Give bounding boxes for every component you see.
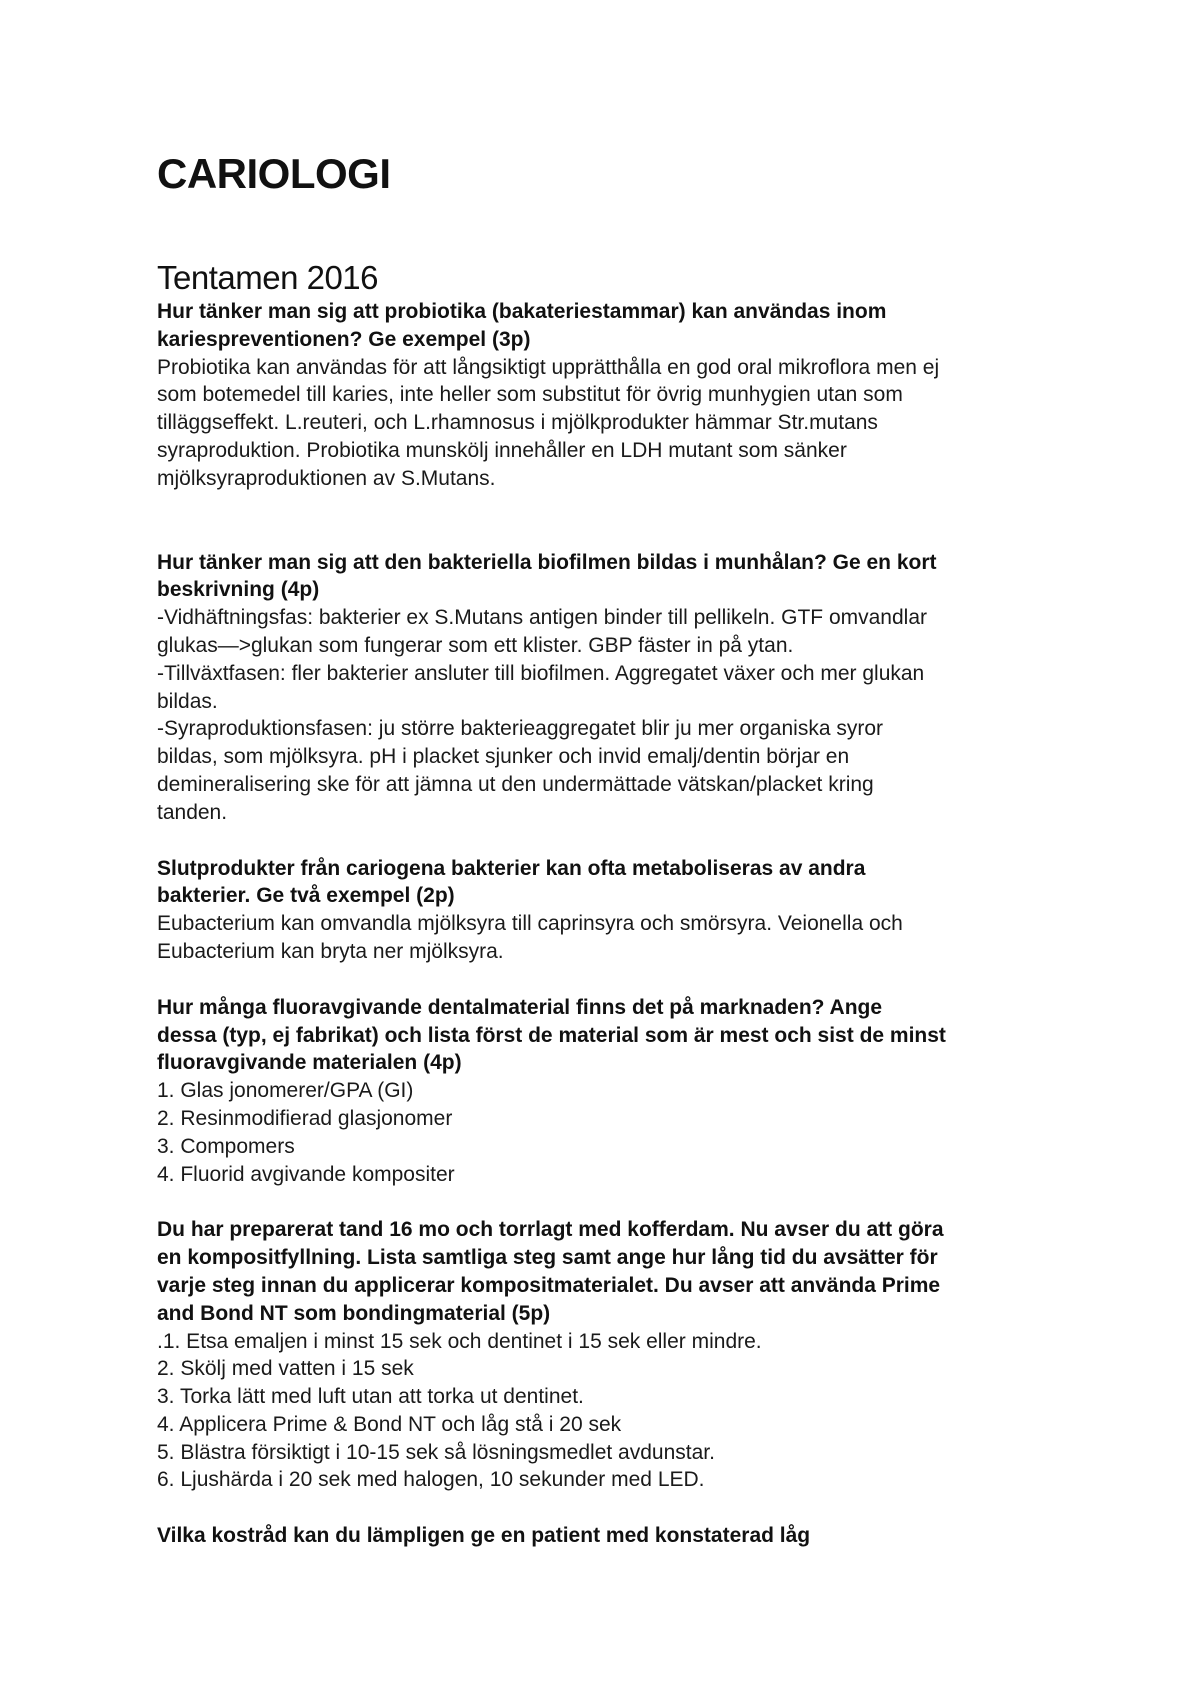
exam-heading: Tentamen 2016 <box>157 259 379 296</box>
list-item: 3. Compomers <box>157 1134 295 1158</box>
answer-line: bildas. <box>157 689 218 713</box>
question-text <box>157 994 1057 1077</box>
answer-text <box>157 354 1057 493</box>
list-item: 3. Torka lätt med luft utan att torka ut dentinet. <box>157 1385 584 1409</box>
list-item: 5. Blästra försiktigt i 10-15 sek så lösningsmedlet avdunstar. <box>157 1440 715 1464</box>
answer-line: -Vidhäftningsfas: bakterier ex S.Mutans antigen binder till pellikeln. GTF omvandlar <box>157 606 927 630</box>
answer-line: demineralisering ske för att jämna ut den undermättade vätskan/placket kring <box>157 772 874 796</box>
list-item: 1. Glas jonomerer/GPA (GI) <box>157 1079 414 1103</box>
question-section <box>157 855 1057 966</box>
answer-line: som botemedel till karies, inte heller som substitut för övrig munhygien utan som <box>157 383 903 407</box>
answer-line: syraproduktion. Probiotika munskölj innehåller en LDH mutant som sänker <box>157 438 847 462</box>
list-item: 6. Ljushärda i 20 sek med halogen, 10 sekunder med LED. <box>157 1468 705 1492</box>
question-text <box>157 1216 1057 1327</box>
document-title: CARIOLOGI <box>157 150 391 197</box>
question-line: and Bond NT som bondingmaterial (5p) <box>157 1301 551 1325</box>
answer-line: tanden. <box>157 800 228 824</box>
document-content <box>157 298 1057 1550</box>
question-section <box>157 549 1057 827</box>
question-section <box>157 994 1057 1189</box>
question-line: Du har preparerat tand 16 mo och torrlagt med kofferdam. Nu avser du att göra <box>157 1218 944 1242</box>
question-text <box>157 855 1057 911</box>
question-line: Vilka kostråd kan du lämpligen ge en patient med konstaterad låg <box>157 1524 811 1548</box>
question-line: Hur många fluoravgivande dentalmaterial finns det på marknaden? Ange <box>157 995 883 1019</box>
answer-line: -Syraproduktionsfasen: ju större bakterieaggregatet blir ju mer organiska syror <box>157 717 884 741</box>
list-item: 4. Applicera Prime & Bond NT och låg stå i 20 sek <box>157 1412 622 1436</box>
answer-line: Probiotika kan användas för att långsiktigt upprätthålla en god oral mikroflora men ej <box>157 355 940 379</box>
answer-list <box>157 1077 1057 1188</box>
answer-text <box>157 604 1057 826</box>
question-text <box>157 549 1057 605</box>
question-line: Hur tänker man sig att probiotika (bakateriestammar) kan användas inom <box>157 300 887 323</box>
question-section <box>157 1522 1057 1550</box>
question-line: varje steg innan du applicerar kompositmaterialet. Du avser att använda Prime <box>157 1273 941 1297</box>
question-section <box>157 298 1057 493</box>
question-line: beskrivning (4p) <box>157 578 320 602</box>
list-item: 2. Resinmodifierad glasjonomer <box>157 1106 453 1130</box>
question-line: kariespreventionen? Ge exempel (3p) <box>157 327 531 351</box>
answer-line: Eubacterium kan omvandla mjölksyra till caprinsyra och smörsyra. Veionella och <box>157 912 903 936</box>
answer-text <box>157 910 1057 966</box>
answer-line: tilläggseffekt. L.reuteri, och L.rhamnosus i mjölkprodukter hämmar Str.mutans <box>157 411 878 435</box>
question-line: en kompositfyllning. Lista samtliga steg samt ange hur lång tid du avsätter för <box>157 1246 938 1270</box>
list-item: 2. Skölj med vatten i 15 sek <box>157 1357 414 1381</box>
question-text <box>157 1522 1057 1550</box>
question-section <box>157 1216 1057 1494</box>
answer-line: bildas, som mjölksyra. pH i placket sjunker och invid emalj/dentin börjar en <box>157 745 850 769</box>
list-item: .1. Etsa emaljen i minst 15 sek och dentinet i 15 sek eller mindre. <box>157 1329 762 1353</box>
answer-line: -Tillväxtfasen: fler bakterier ansluter till biofilmen. Aggregatet växer och mer glukan <box>157 661 925 685</box>
question-text <box>157 298 1057 354</box>
question-line: Slutprodukter från cariogena bakterier kan ofta metaboliseras av andra <box>157 856 866 880</box>
question-line: Hur tänker man sig att den bakteriella biofilmen bildas i munhålan? Ge en kort <box>157 550 937 574</box>
answer-line: glukas—>glukan som fungerar som ett klister. GBP fäster in på ytan. <box>157 633 794 657</box>
question-line: bakterier. Ge två exempel (2p) <box>157 884 455 908</box>
answer-line: mjölksyraproduktionen av S.Mutans. <box>157 466 496 490</box>
question-line: fluoravgivande materialen (4p) <box>157 1051 462 1075</box>
question-line: dessa (typ, ej fabrikat) och lista först de material som är mest och sist de minst <box>157 1023 946 1047</box>
answer-list <box>157 1328 1057 1495</box>
answer-line: Eubacterium kan bryta ner mjölksyra. <box>157 939 504 963</box>
list-item: 4. Fluorid avgivande kompositer <box>157 1162 455 1186</box>
